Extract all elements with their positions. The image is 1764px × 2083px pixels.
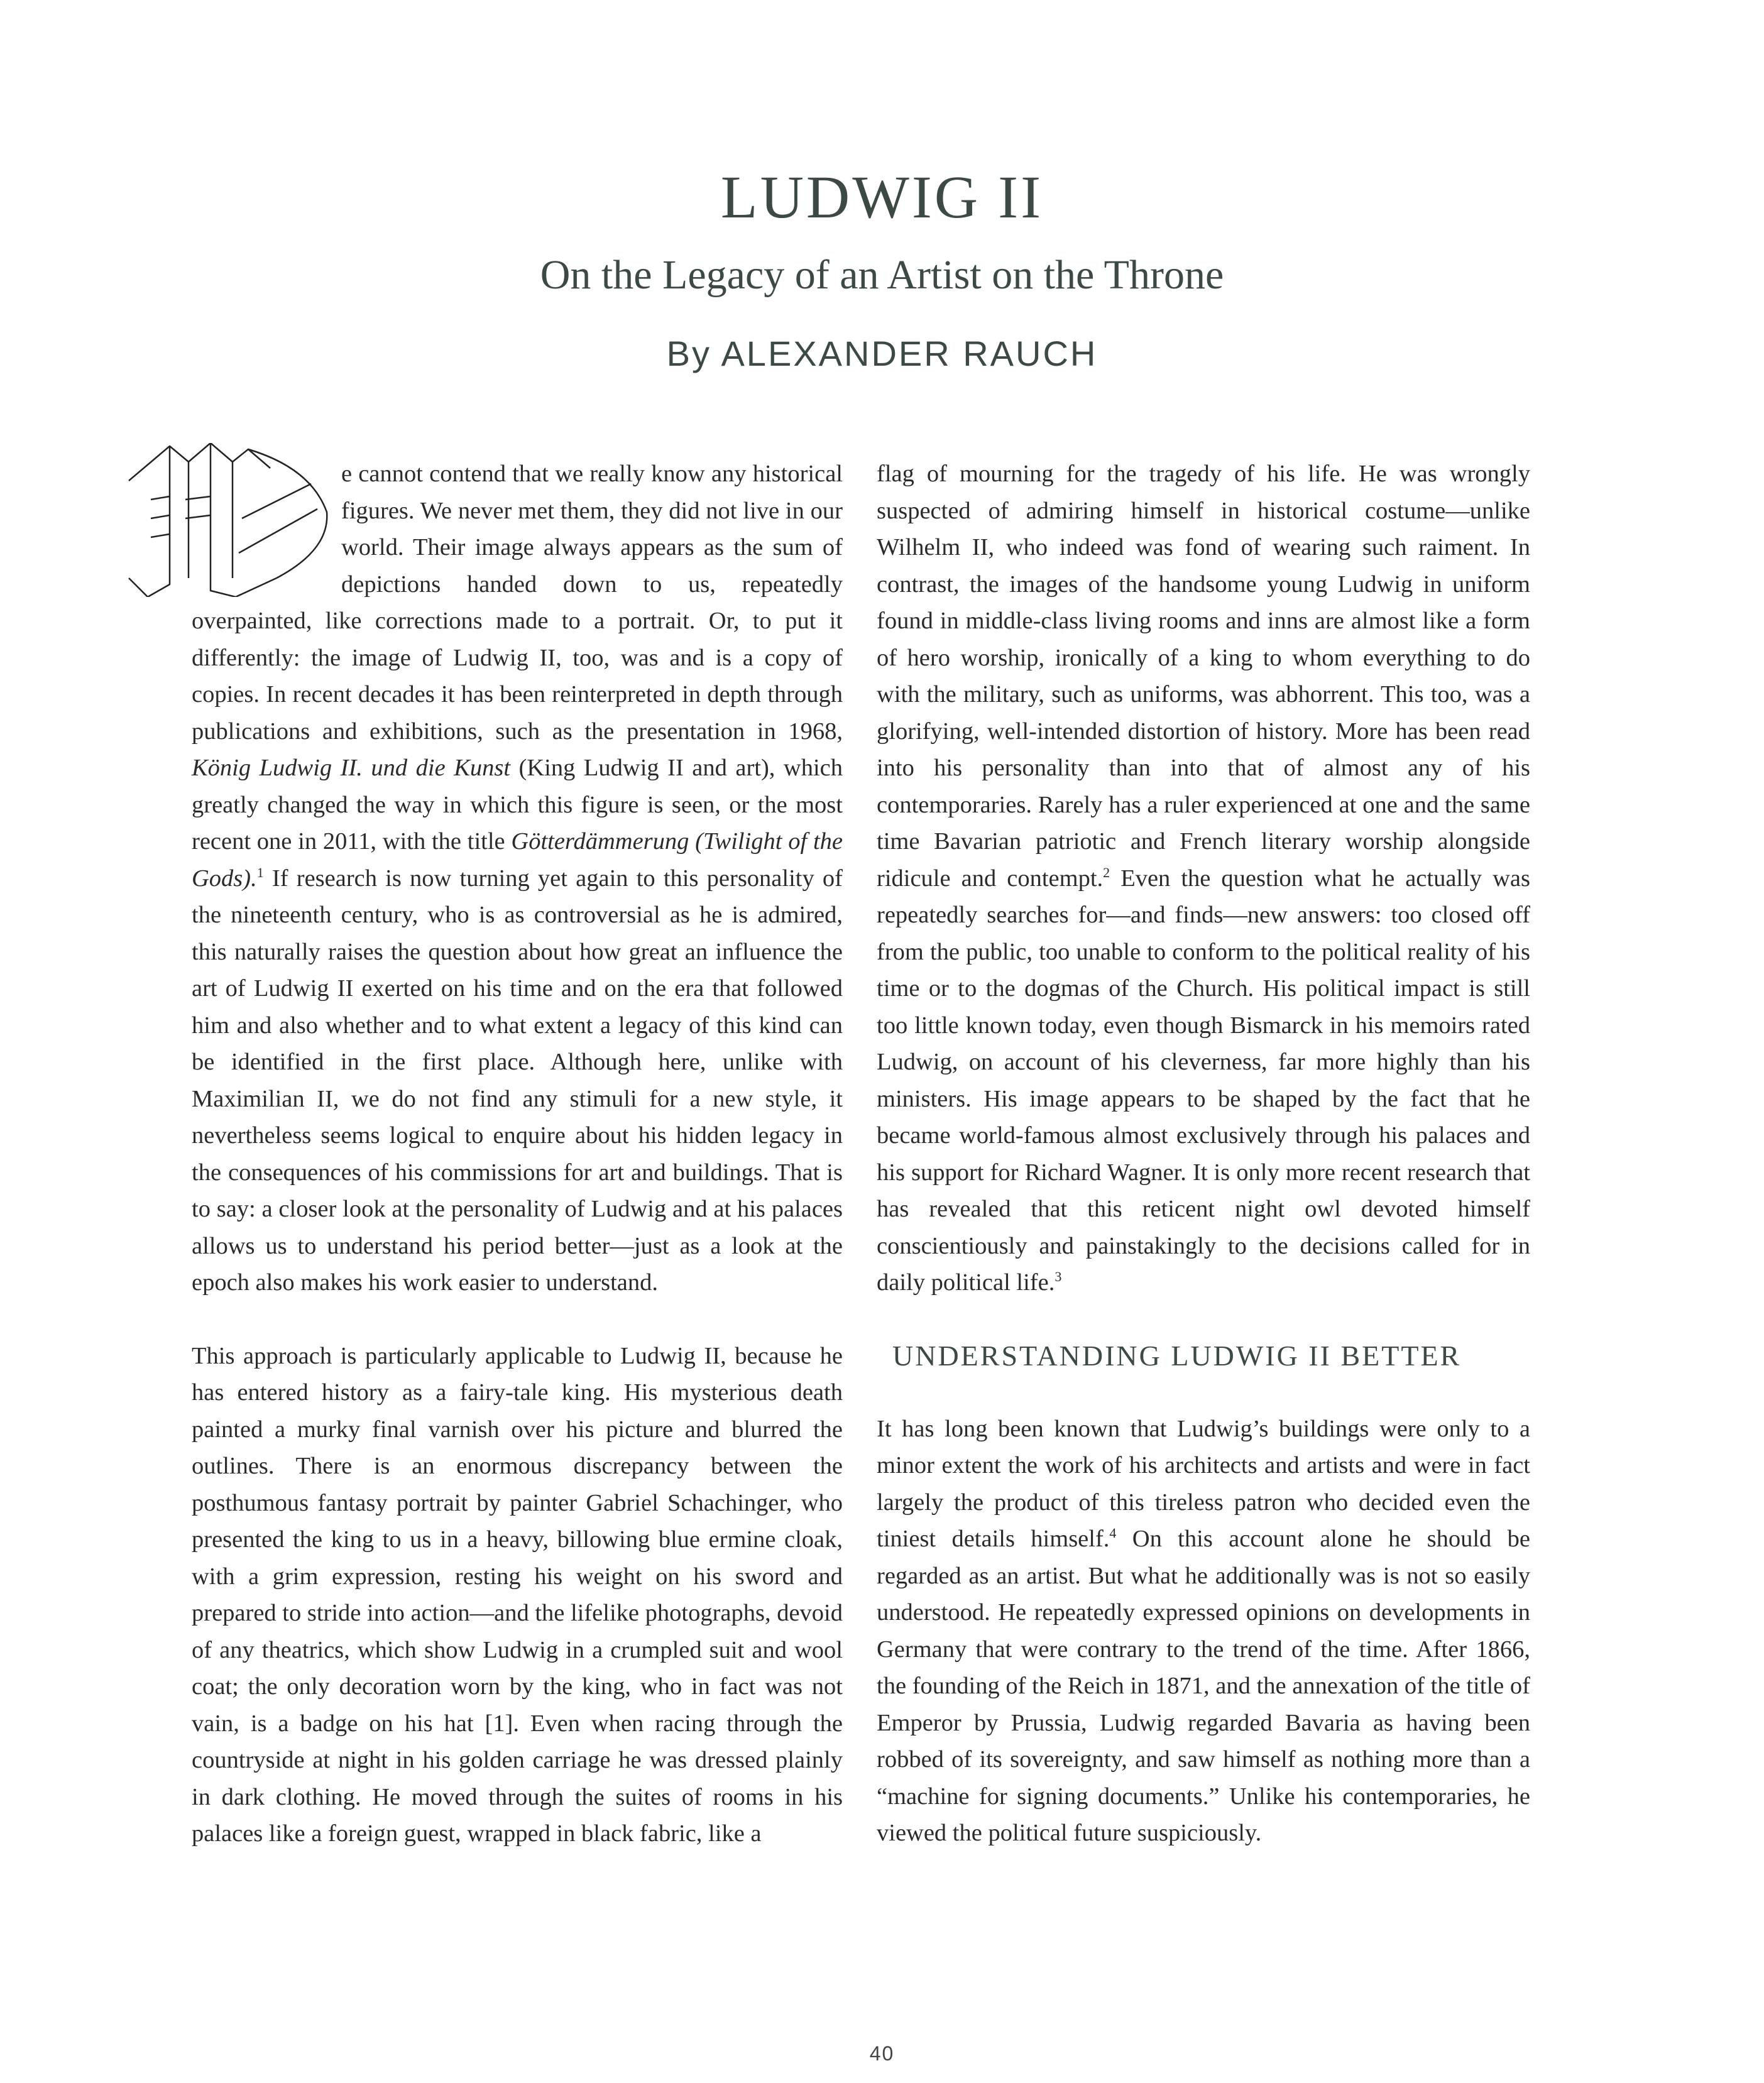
right-p2-text-b: On this account alone he should be regarded as an artist. But what he additionally was is not so easily understood. He repeatedly expressed opinions on developments in Germany that were contrary to the trend of the time. After 1866, the founding of the Reich in 1871, and the annexation of the title of Emperor by Prussia, Ludwig regarded Bavaria as having been robbed of its sovereignty, and saw himself as nothing more than a “machine for signing documents.” Unlike his contemporaries, he viewed the political future suspiciously. (877, 1526, 1530, 1846)
right-column (877, 456, 1530, 1852)
right-paragraph-1 (877, 456, 1530, 1301)
left-p1-italic-1: König Ludwig II. und die Kunst (192, 755, 511, 781)
page-number: 40 (869, 2042, 895, 2065)
footnote-marker-2: 2 (1103, 864, 1110, 880)
article-title: LUDWIG II (720, 163, 1044, 231)
right-p1-text-b: Even the question what he actually was repeatedly searches for—and finds—new answers: too closed off from the public, too unable to conform to the political reality of his time or to the dogmas of the Church. His political impact is still too little known today, even though Bismarck in his memoirs rated Ludwig, on account of his cleverness, far more highly than his ministers. His image appears to be shaped by the fact that he became world-famous almost exclusively through his palaces and his support for Richard Wagner. It is only more recent research that has revealed that this reticent night owl devoted himself conscientiously and painstakingly to the decisions called for in daily political life. (877, 865, 1530, 1296)
dropcap-w-icon (123, 443, 330, 597)
footnote-marker-1: 1 (256, 864, 264, 880)
section-heading: UNDERSTANDING LUDWIG II BETTER (892, 1339, 1462, 1372)
footnote-marker-4: 4 (1109, 1525, 1117, 1541)
right-paragraph-2 (877, 1411, 1530, 1852)
left-p1-italic-2: Götterdämmerung (Twilight of the Gods). (192, 828, 843, 892)
author-byline: By ALEXANDER RAUCH (666, 334, 1098, 373)
left-p1-text-a: e cannot contend that we really know any historical figures. We never met them, they did not live in our world. Their image always appears as the sum of depictions handed down to us, repeatedly overpainted, like corrections made to a portrait. Or, to put it differently: the image of Ludwig II, too, was and is a copy of copies. In recent decades it has been reinterpreted in depth through publications and exhibitions, such as the presentation in 1968, (192, 461, 843, 745)
right-p2-text-a: It has long been known that Ludwig’s buildings were only to a minor extent the work of his architects and artists and were in fact largely the product of this tireless patron who decided even the tiniest details himself. (877, 1415, 1530, 1552)
right-p1-text-a: flag of mourning for the tragedy of his life. He was wrongly suspected of admiring himself in historical costume—unlike Wilhelm II, who indeed was fond of wearing such raiment. In contrast, the images of the handsome young Ludwig in uniform found in middle-class living rooms and inns are almost like a form of hero worship, ironically of a king to whom everything to do with the military, such as uniforms, was abhorrent. This too, was a glorifying, well-intended distortion of history. More has been read into his personality than into that of almost any of his contemporaries. Rarely has a ruler experienced at one and the same time Bavarian patriotic and French literary worship alongside ridicule and contempt. (877, 461, 1530, 892)
left-p1-text-b: (King Ludwig II and art), which greatly changed the way in which this figure is seen, or the most recent one in 2011, with the title (192, 755, 843, 855)
left-paragraph-2: This approach is particularly applicable to Ludwig II, because he has entered history as a fairy-tale king. His mysterious death painted a murky final varnish over his picture and blurred the outlines. There is an enormous discrepancy between the posthumous fantasy portrait by painter Gabriel Schachinger, who presented the king to us in a heavy, billowing blue ermine cloak, with a grim expression, resting his weight on his sword and prepared to stride into action—and the lifelike photographs, devoid of any theatrics, which show Ludwig in a crumpled suit and wool coat; the only decoration worn by the king, who in fact was not vain, is a badge on his hat [1]. Even when racing through the countryside at night in his golden carriage he was dressed plainly in dark clothing. He moved through the suites of rooms in his palaces like a foreign guest, wrapped in black fabric, like a (192, 1342, 843, 1847)
footnote-marker-3: 3 (1055, 1269, 1062, 1285)
article-subtitle: On the Legacy of an Artist on the Throne (540, 252, 1224, 298)
left-p1-text-c: If research is now turning yet again to this personality of the nineteenth century, who is as controversial as he is admired, this naturally raises the question about how great an influence the art of Ludwig II exerted on his time and on the era that followed him and also whether and to what extent a legacy of this kind can be identified in the first place. Although here, unlike with Maximilian II, we do not find any stimuli for a new style, it nevertheless seems logical to enquire about his hidden legacy in the consequences of his commissions for art and buildings. That is to say: a closer look at the personality of Ludwig and at his palaces allows us to understand his period better—just as a look at the epoch also makes his work easier to understand. (192, 865, 843, 1296)
left-column (123, 443, 843, 1852)
